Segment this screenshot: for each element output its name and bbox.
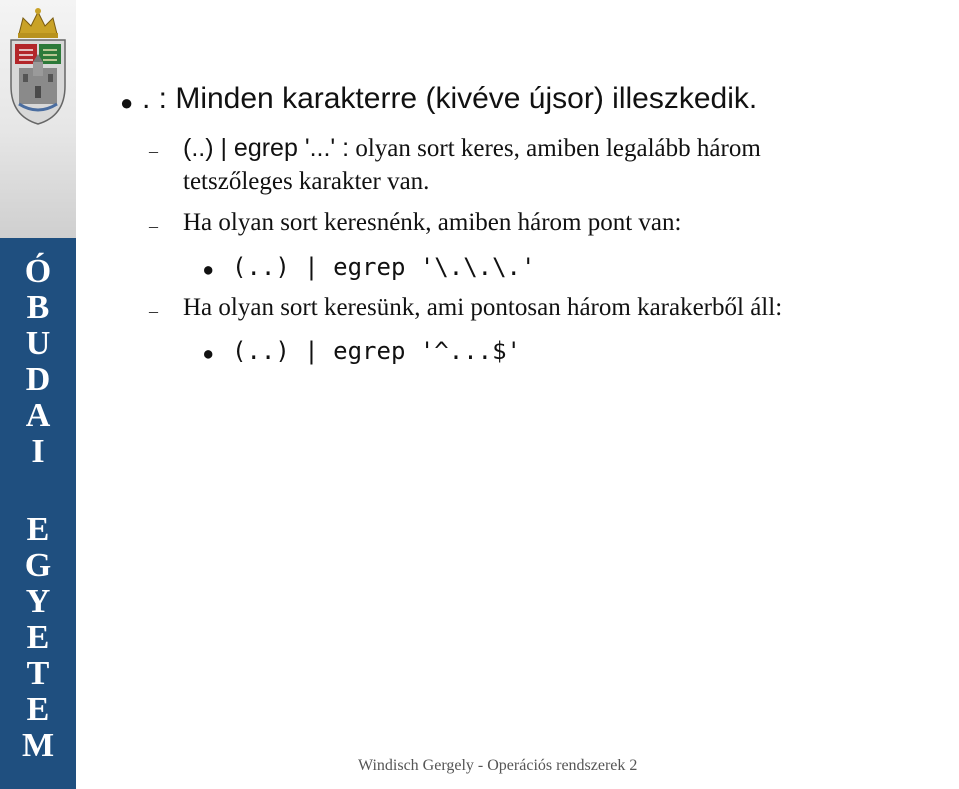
subbullet-text: Ha olyan sort keresünk, ami pontosan három karakerből áll: [183, 294, 783, 321]
sidebar-top-panel [0, 0, 76, 238]
name-letter: E [26, 619, 50, 656]
dash-icon: – [149, 301, 158, 321]
name-letter: Y [25, 583, 51, 620]
code-text: (..) | egrep '\.\.\.' [232, 253, 536, 281]
bullet-dot-regex [120, 82, 758, 116]
university-sidebar [0, 0, 76, 789]
subbullet-code-prefix: (..) | egrep '...' : [183, 134, 350, 162]
bullet-icon: ● [204, 262, 213, 278]
name-letter: M [21, 727, 55, 764]
subbullet-continuation [183, 168, 429, 196]
bullet-text: . : Minden karakterre (kivéve újsor) illeszkedik. [142, 82, 758, 115]
name-letter: A [25, 397, 51, 434]
subbullet-three-chars [149, 134, 761, 163]
name-letter: B [26, 289, 50, 326]
dash-icon: – [149, 216, 158, 236]
subbullet-text: tetszőleges karakter van. [183, 168, 430, 195]
bullet-icon: ● [120, 90, 134, 115]
university-name-vertical [0, 254, 76, 764]
name-letter: I [31, 433, 45, 470]
code-example-anchored [204, 337, 521, 365]
name-letter: Ó [24, 253, 52, 290]
name-letter: E [26, 511, 50, 548]
code-example-dots [204, 253, 536, 281]
subbullet-text: olyan sort keres, amiben legalább három [349, 135, 761, 162]
code-text: (..) | egrep '^...$' [232, 337, 521, 365]
name-letter: D [25, 361, 51, 398]
subbullet-text: Ha olyan sort keresnénk, amiben három pont van: [183, 209, 682, 236]
subbullet-three-dots [149, 209, 682, 237]
name-letter: E [26, 691, 50, 728]
name-letter: T [26, 655, 50, 692]
subbullet-exactly-three [149, 294, 783, 322]
slide-footer: Windisch Gergely - Operációs rendszerek 2 [358, 757, 638, 774]
name-letter: U [25, 325, 51, 362]
name-letter: G [24, 547, 52, 584]
dash-icon: – [149, 141, 158, 161]
bullet-icon: ● [204, 346, 213, 362]
university-crest-icon [5, 4, 71, 126]
slide-content [76, 0, 959, 789]
